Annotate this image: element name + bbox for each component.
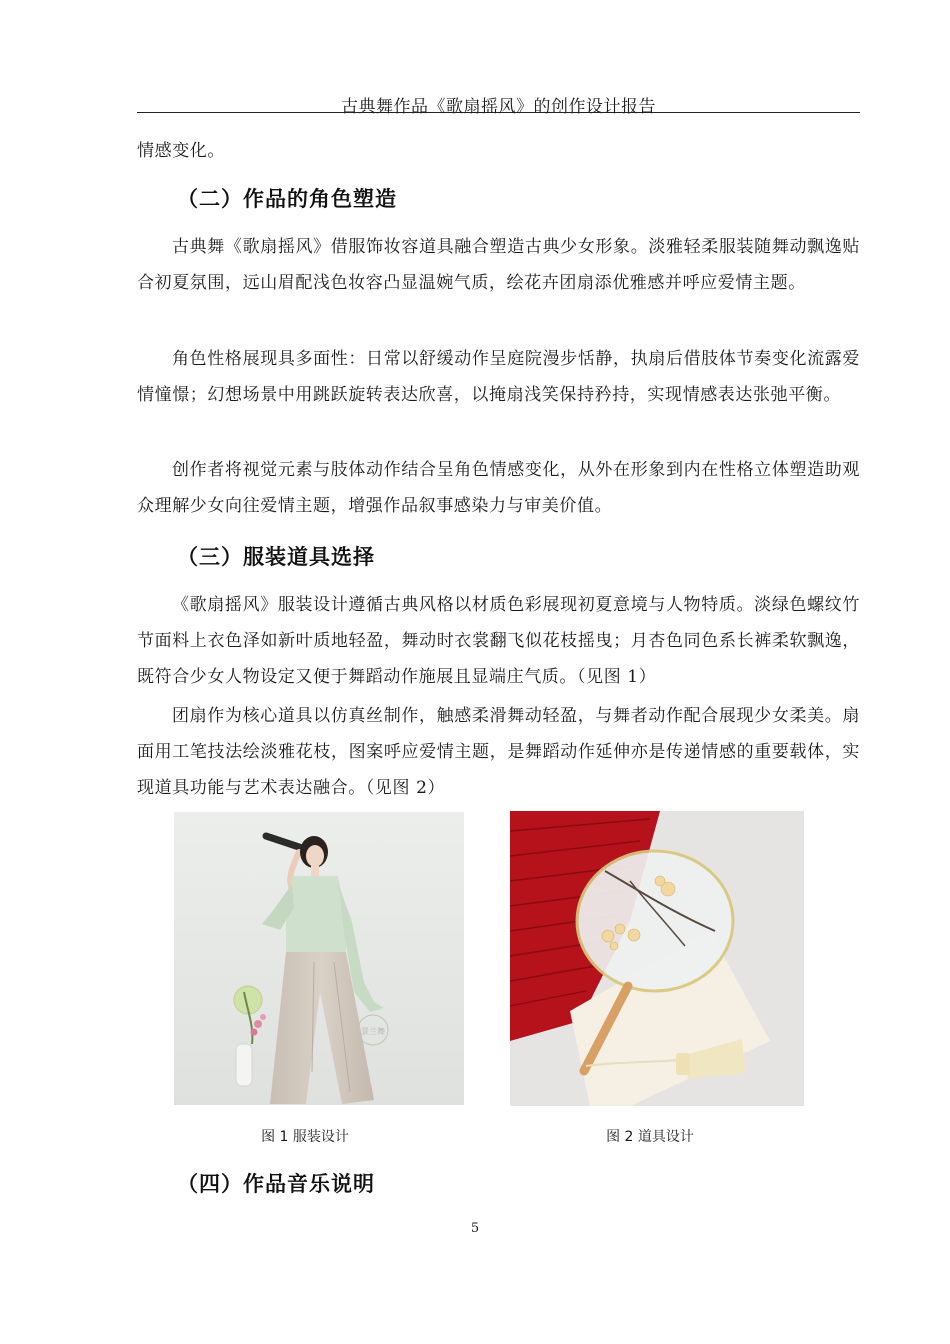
section-heading-4: （四）作品音乐说明 [177,1172,375,1196]
page-number: 5 [470,1221,480,1236]
costume-illustration [174,812,464,1105]
paragraph: 角色性格展现具多面性：日常以舒缓动作呈庭院漫步恬静，执扇后借肢体节奏变化流露爱情憧憬；幻想场景中用跳跃旋转表达欣喜，以掩扇浅笑保持矜持，实现情感表达张弛平衡。 [137,349,860,405]
paragraph: 团扇作为核心道具以仿真丝制作，触感柔滑舞动轻盈，与舞者动作配合展现少女柔美。扇面用工笔技法绘淡雅花枝，图案呼应爱情主题，是舞蹈动作延伸亦是传递情感的重要载体，实现道具功能与艺术表达融合。（见图 2） [137,706,860,798]
fan-prop-illustration [510,811,804,1106]
figure-caption-2: 图 2 道具设计 [606,1129,694,1145]
costume-photo [174,812,464,1105]
section-heading-3: （三）服装道具选择 [177,545,375,569]
paragraph: 古典舞《歌扇摇风》借服饰妆容道具融合塑造古典少女形象。淡雅轻柔服装随舞动飘逸贴合初夏氛围，远山眉配浅色妆容凸显温婉气质，绘花卉团扇添优雅感并呼应爱情主题。 [137,237,860,293]
paragraph: 《歌扇摇风》服装设计遵循古典风格以材质色彩展现初夏意境与人物特质。淡绿色螺纹竹节面料上衣色泽如新叶质地轻盈，舞动时衣裳翻飞似花枝摇曳；月杏色同色系长裤柔软飘逸，既符合少女人物设定又便于舞蹈动作施展且显端庄气质。（见图 1） [137,595,860,687]
prop-photo [510,811,804,1106]
header-rule [137,112,860,113]
running-header: 古典舞作品《歌扇摇风》的创作设计报告 [341,97,656,117]
figure-caption-1: 图 1 服装设计 [261,1129,349,1145]
svg-text:景兰舞: 景兰舞 [361,1027,385,1036]
paragraph: 创作者将视觉元素与肢体动作结合呈角色情感变化，从外在形象到内在性格立体塑造助观众理解少女向往爱情主题，增强作品叙事感染力与审美价值。 [137,460,860,516]
section-heading-2: （二）作品的角色塑造 [177,187,397,211]
carryover-text: 情感变化。 [137,141,225,161]
